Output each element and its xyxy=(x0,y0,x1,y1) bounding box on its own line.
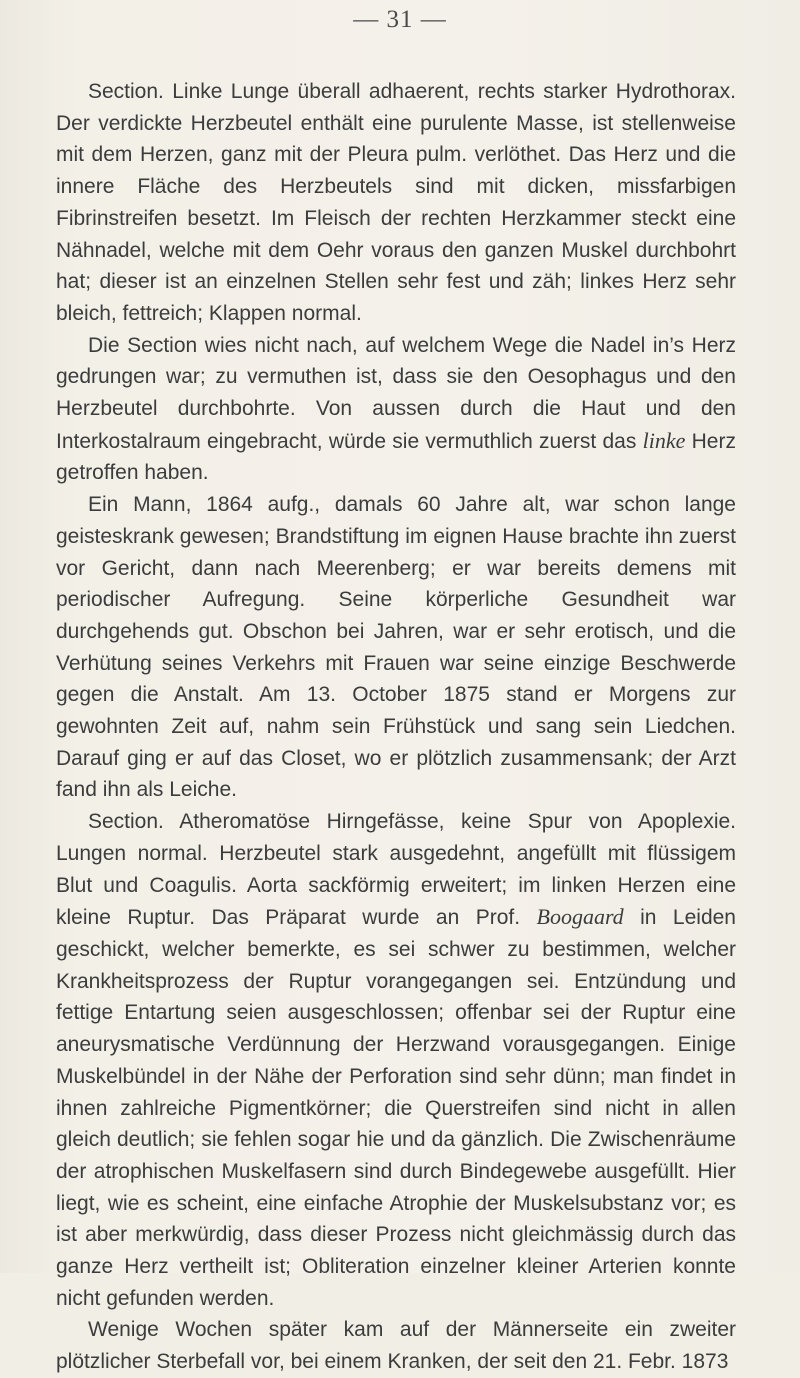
text-segment: in Leiden geschickt, welcher bemerkte, es sei schwer zu bestimmen, welcher Krankheitsprozess der Ruptur vorangegangen sei. Entzündung und fettige Entartung seien ausgeschlossen; offenbar sei der Ruptur eine aneurysmatische Verdünnung der Herzwand vorausgegangen. Einige Muskelbündel in der Nähe der Perforation sind sehr dünn; man findet in ihnen zahlreiche Pigmentkörner; die Querstreifen sind nicht in allen gleich deutlich; sie fehlen sogar hie und da gänzlich. Die Zwischenräume der atrophischen Muskelfasern sind durch Bindegewebe ausgefüllt. Hier liegt, wie es scheint, eine einfache Atrophie der Muskelsubstanz vor; es ist aber merkwürdig, dass dieser Prozess nicht gleichmässig durch das ganze Herz vertheilt ist; Obliteration einzelner kleiner Arterien konnte nicht gefunden werden. xyxy=(56,906,736,1310)
text-segment: Wenige Wochen später kam auf der Männerseite ein zweiter plötzlicher Sterbefall vor, bei einem Kranken, der seit den 21. Febr. 1873 xyxy=(56,1318,736,1374)
paragraph xyxy=(56,1314,736,1377)
text-segment: Section. Linke Lunge überall adhaerent, rechts starker Hydrothorax. Der verdickte Herzbeutel enthält eine purulente Masse, ist stellenweise mit dem Herzen, ganz mit der Pleura pulm. verlöthet. Das Herz und die innere Fläche des Herzbeutels sind mit dicken, missfarbigen Fibrinstreifen besetzt. Im Fleisch der rechten Herzkammer steckt eine Nähnadel, welche mit dem Oehr voraus den ganzen Muskel durchbohrt hat; dieser ist an einzelnen Stellen sehr fest und zäh; linkes Herz sehr bleich, fettreich; Klappen normal. xyxy=(56,80,736,325)
page-number: — 31 — xyxy=(353,6,447,33)
text-segment: Herz getroffen haben. xyxy=(56,429,736,485)
paragraph xyxy=(56,806,736,1314)
text-segment: Section. Atheromatöse Hirngefässe, keine Spur von Apoplexie. Lungen normal. Herzbeutel stark ausgedehnt, angefüllt mit flüssigem Blut und Coagulis. Aorta sackförmig erweitert; im linken Herzen eine kleine Ruptur. Das Präparat wurde an Prof. xyxy=(56,810,736,930)
paragraph xyxy=(56,76,736,330)
body-text xyxy=(56,76,736,1378)
emphasized-text: linke xyxy=(642,427,686,453)
text-segment: Die Section wies nicht nach, auf welchem Wege die Nadel in’s Herz gedrungen war; zu vermuthen ist, dass sie den Oesophagus und den Herzbeutel durchbohrte. Von aussen durch die Haut und den Interkostalraum eingebracht, würde sie vermuthlich zuerst das xyxy=(56,333,736,453)
paragraph xyxy=(56,489,736,806)
text-segment: Ein Mann, 1864 aufg., damals 60 Jahre alt, war schon lange geisteskrank gewesen; Brandstiftung im eignen Hause brachte ihn zuerst vor Gericht, dann nach Meerenberg; er war bereits demens mit periodischer Aufregung. Seine körperliche Gesundheit war durchgehends gut. Obschon bei Jahren, war er sehr erotisch, und die Verhütung seines Verkehrs mit Frauen war seine einzige Beschwerde gegen die Anstalt. Am 13. October 1875 stand er Morgens zur gewohnten Zeit auf, nahm sein Frühstück und sang sein Liedchen. Darauf ging er auf das Closet, wo er plötzlich zusammensank; der Arzt fand ihn als Leiche. xyxy=(56,493,736,802)
emphasized-text: Boogaard xyxy=(536,904,624,930)
paragraph xyxy=(56,330,736,490)
